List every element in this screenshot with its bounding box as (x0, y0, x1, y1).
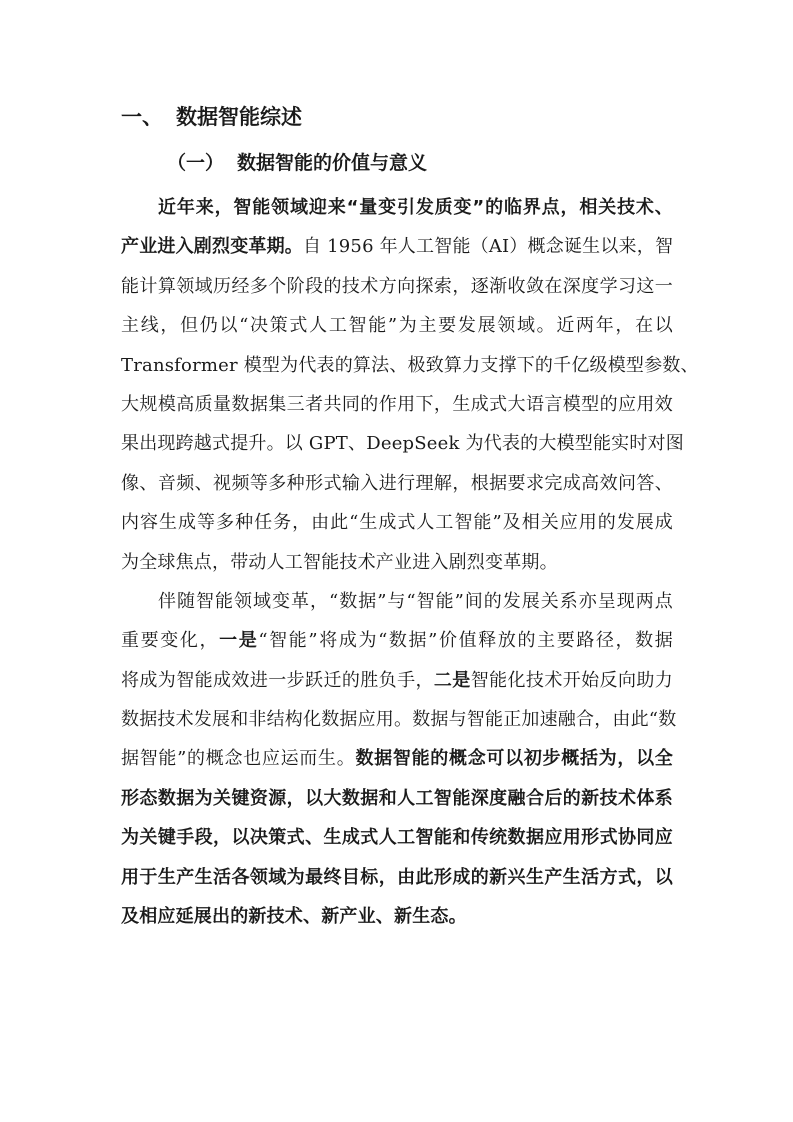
text-line (121, 464, 673, 503)
section-title: 数据智能综述 (176, 105, 302, 129)
text-run: 将成为智能成效进一步跃迁的胜负手， (121, 669, 434, 691)
text-line (121, 700, 677, 739)
subsection-title: 数据智能的价值与意义 (237, 152, 428, 174)
text-line (121, 503, 673, 542)
bold-text: 数据智能的概念可以初步概括为，以全 (355, 748, 673, 770)
text-run: 智能化技术开始反向助力 (470, 669, 673, 691)
text-line (121, 661, 673, 700)
section-number: 一、 (121, 105, 163, 129)
text-run: 自 1956 年人工智能（AI）概念诞生以来，智 (303, 236, 674, 258)
text-run: Transformer 模型为代表的算法、极致算力支撑下的千亿级模型参数、 (121, 354, 699, 376)
text-run: 据智能”的概念也应运而生。 (121, 748, 356, 770)
text-line (121, 858, 673, 897)
subsection-heading (167, 146, 427, 180)
text-line (121, 227, 673, 266)
text-line (121, 582, 673, 621)
bold-text: 一是 (219, 630, 259, 652)
text-run: 果出现跨越式提升。以 GPT、DeepSeek 为代表的大模型能实时对图 (121, 433, 684, 455)
text-run: 内容生成等多种任务，由此“生成式人工智能”及相关应用的发展成 (121, 512, 673, 534)
bold-text: 近年来，智能领域迎来“量变引发质变”的临界点，相关技术、 (158, 197, 673, 218)
text-line (121, 621, 673, 660)
text-line (121, 543, 673, 582)
text-line (121, 779, 673, 818)
text-line (121, 188, 673, 227)
bold-text: 用于生产生活各领域为最终目标，由此形成的新兴生产生活方式，以 (121, 866, 673, 888)
bold-text: 形态数据为关键资源，以大数据和人工智能深度融合后的新技术体系 (121, 787, 673, 809)
text-run: 为全球焦点，带动人工智能技术产业进入剧烈变革期。 (121, 551, 558, 573)
bold-text: 为关键手段，以决策式、生成式人工智能和传统数据应用形式协同应 (121, 827, 673, 849)
text-line (121, 385, 673, 424)
text-run: 像、音频、视频等多种形式输入进行理解，根据要求完成高效问答、 (121, 472, 673, 494)
text-line (121, 424, 684, 463)
text-line (121, 306, 673, 345)
subsection-number: （一） (167, 152, 225, 174)
text-line (121, 346, 699, 385)
text-run: 大规模高质量数据集三者共同的作用下，生成式大语言模型的应用效 (121, 393, 673, 415)
text-line (121, 267, 673, 306)
section-heading (121, 100, 302, 134)
bold-text: 及相应延展出的新技术、新产业、新生态。 (121, 906, 467, 928)
text-line (121, 897, 673, 936)
text-line (121, 739, 673, 778)
bold-text: 产业进入剧烈变革期。 (121, 236, 303, 258)
text-run: “智能”将成为“数据”价值释放的主要路径，数据 (258, 630, 673, 652)
text-run: 主线，但仍以“决策式人工智能”为主要发展领域。近两年，在以 (121, 315, 673, 337)
text-line (121, 818, 673, 857)
text-run: 能计算领域历经多个阶段的技术方向探索，逐渐收敛在深度学习这一 (121, 275, 673, 297)
body-text (121, 188, 699, 936)
text-run: 重要变化， (121, 630, 220, 652)
bold-text: 二是 (433, 669, 471, 691)
text-run: 伴随智能领域变革，“数据”与“智能”间的发展关系亦呈现两点 (158, 590, 673, 612)
text-run: 数据技术发展和非结构化数据应用。数据与智能正加速融合，由此“数 (121, 709, 677, 731)
